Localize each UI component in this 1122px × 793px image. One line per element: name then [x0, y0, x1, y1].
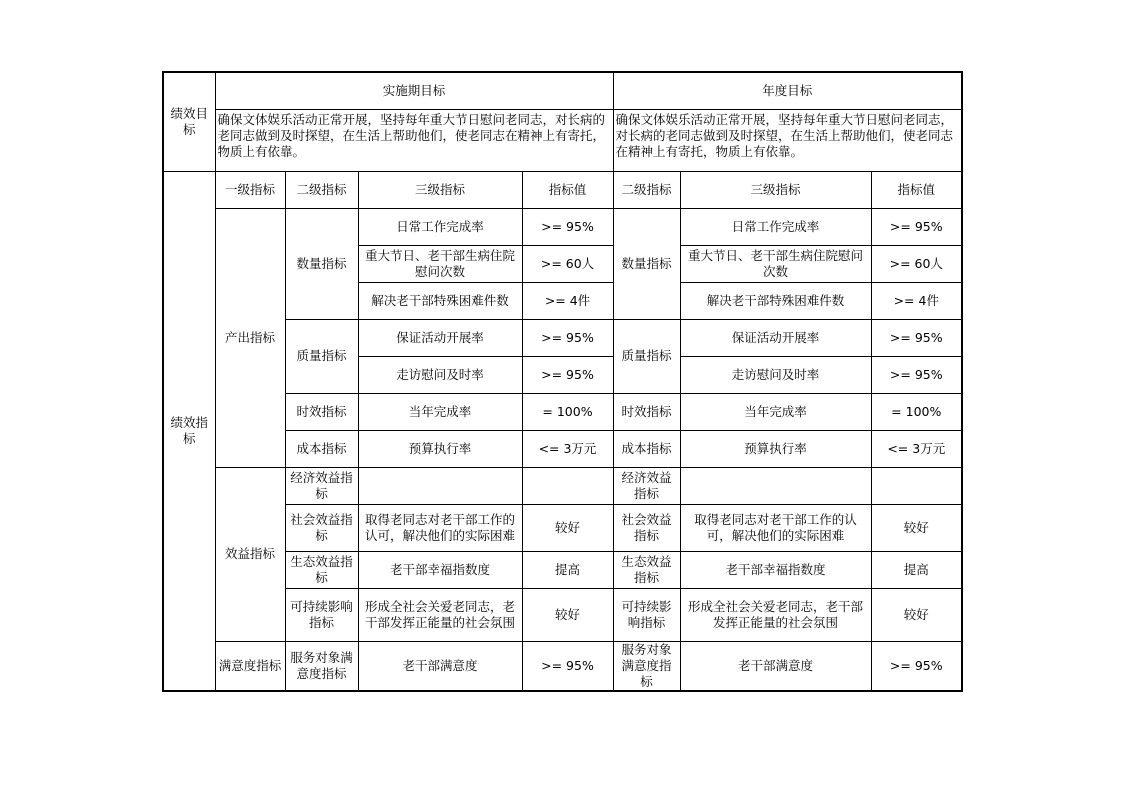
indicator-name: 保证活动开展率 [358, 319, 522, 356]
performance-table [162, 71, 963, 692]
indicator-value: 较好 [522, 588, 613, 641]
indicator-value-annual: >= 95% [871, 319, 962, 356]
indicator-name: 当年完成率 [358, 393, 522, 430]
indicator-value-annual: = 100% [871, 393, 962, 430]
indicator-value-annual: 较好 [871, 588, 962, 641]
indicator-name: 形成全社会关爱老同志，老干部发挥正能量的社会氛围 [358, 588, 522, 641]
period-goal-header: 实施期目标 [215, 72, 613, 109]
header-level1: 一级指标 [215, 171, 285, 208]
service-satisfaction-indicator-annual: 服务对象满意度指标 [613, 641, 680, 691]
quantity-indicator: 数量指标 [285, 208, 358, 319]
indicator-value-annual: <= 3万元 [871, 430, 962, 467]
indicator-value-annual: >= 60人 [871, 245, 962, 282]
output-indicator-label: 产出指标 [215, 208, 285, 467]
indicator-value: >= 95% [522, 208, 613, 245]
indicator-value-annual: >= 95% [871, 641, 962, 691]
indicator-value: >= 60人 [522, 245, 613, 282]
indicator-name-annual: 取得老同志对老干部工作的认可，解决他们的实际困难 [680, 504, 871, 551]
economic-benefit-indicator: 经济效益指标 [285, 467, 358, 504]
cost-indicator-annual: 成本指标 [613, 430, 680, 467]
indicator-name: 日常工作完成率 [358, 208, 522, 245]
header-level2: 二级指标 [285, 171, 358, 208]
quality-indicator: 质量指标 [285, 319, 358, 393]
indicator-name: 解决老干部特殊困难件数 [358, 282, 522, 319]
indicator-name-annual: 形成全社会关爱老同志，老干部发挥正能量的社会氛围 [680, 588, 871, 641]
social-benefit-indicator: 社会效益指标 [285, 504, 358, 551]
indicator-name-annual: 当年完成率 [680, 393, 871, 430]
ecological-benefit-indicator-annual: 生态效益指标 [613, 551, 680, 588]
indicator-value: = 100% [522, 393, 613, 430]
indicator-name: 老干部满意度 [358, 641, 522, 691]
header-level3-annual: 三级指标 [680, 171, 871, 208]
indicator-name-annual [680, 467, 871, 504]
annual-goal-text: 确保文体娱乐活动正常开展，坚持每年重大节日慰问老同志，对长病的老同志做到及时探望，在生活上帮助他们，使老同志在精神上有寄托，物质上有依靠。 [613, 109, 962, 171]
indicator-name: 老干部幸福指数度 [358, 551, 522, 588]
header-level3: 三级指标 [358, 171, 522, 208]
indicator-value: >= 4件 [522, 282, 613, 319]
annual-goal-header: 年度目标 [613, 72, 962, 109]
indicator-value: <= 3万元 [522, 430, 613, 467]
indicator-name: 预算执行率 [358, 430, 522, 467]
indicator-name-annual: 重大节日、老干部生病住院慰问次数 [680, 245, 871, 282]
sustainable-impact-indicator-annual: 可持续影响指标 [613, 588, 680, 641]
indicator-name-annual: 解决老干部特殊困难件数 [680, 282, 871, 319]
indicator-value: 较好 [522, 504, 613, 551]
service-satisfaction-indicator: 服务对象满意度指标 [285, 641, 358, 691]
indicator-value-annual: 提高 [871, 551, 962, 588]
indicator-name [358, 467, 522, 504]
sustainable-impact-indicator: 可持续影响指标 [285, 588, 358, 641]
indicator-value-annual [871, 467, 962, 504]
goal-label: 绩效目标 [163, 72, 215, 171]
benefit-indicator-label: 效益指标 [215, 467, 285, 641]
indicator-value-annual: >= 4件 [871, 282, 962, 319]
indicator-name-annual: 保证活动开展率 [680, 319, 871, 356]
quality-indicator-annual: 质量指标 [613, 319, 680, 393]
indicator-value-annual: >= 95% [871, 208, 962, 245]
indicator-value: >= 95% [522, 356, 613, 393]
timeliness-indicator-annual: 时效指标 [613, 393, 680, 430]
indicator-name: 取得老同志对老干部工作的认可，解决他们的实际困难 [358, 504, 522, 551]
header-value: 指标值 [522, 171, 613, 208]
social-benefit-indicator-annual: 社会效益指标 [613, 504, 680, 551]
indicator-name-annual: 老干部满意度 [680, 641, 871, 691]
indicator-value: 提高 [522, 551, 613, 588]
indicator-name-annual: 预算执行率 [680, 430, 871, 467]
indicator-label: 绩效指标 [163, 171, 215, 691]
satisfaction-indicator-label: 满意度指标 [215, 641, 285, 691]
indicator-value: >= 95% [522, 641, 613, 691]
indicator-name-annual: 老干部幸福指数度 [680, 551, 871, 588]
economic-benefit-indicator-annual: 经济效益指标 [613, 467, 680, 504]
ecological-benefit-indicator: 生态效益指标 [285, 551, 358, 588]
indicator-name: 走访慰问及时率 [358, 356, 522, 393]
header-level2-annual: 二级指标 [613, 171, 680, 208]
cost-indicator: 成本指标 [285, 430, 358, 467]
indicator-name-annual: 走访慰问及时率 [680, 356, 871, 393]
timeliness-indicator: 时效指标 [285, 393, 358, 430]
indicator-value: >= 95% [522, 319, 613, 356]
indicator-name: 重大节日、老干部生病住院慰问次数 [358, 245, 522, 282]
indicator-value [522, 467, 613, 504]
quantity-indicator-annual: 数量指标 [613, 208, 680, 319]
indicator-value-annual: >= 95% [871, 356, 962, 393]
indicator-name-annual: 日常工作完成率 [680, 208, 871, 245]
header-value-annual: 指标值 [871, 171, 962, 208]
indicator-value-annual: 较好 [871, 504, 962, 551]
period-goal-text: 确保文体娱乐活动正常开展，坚持每年重大节日慰问老同志，对长病的老同志做到及时探望，在生活上帮助他们，使老同志在精神上有寄托，物质上有依靠。 [215, 109, 613, 171]
